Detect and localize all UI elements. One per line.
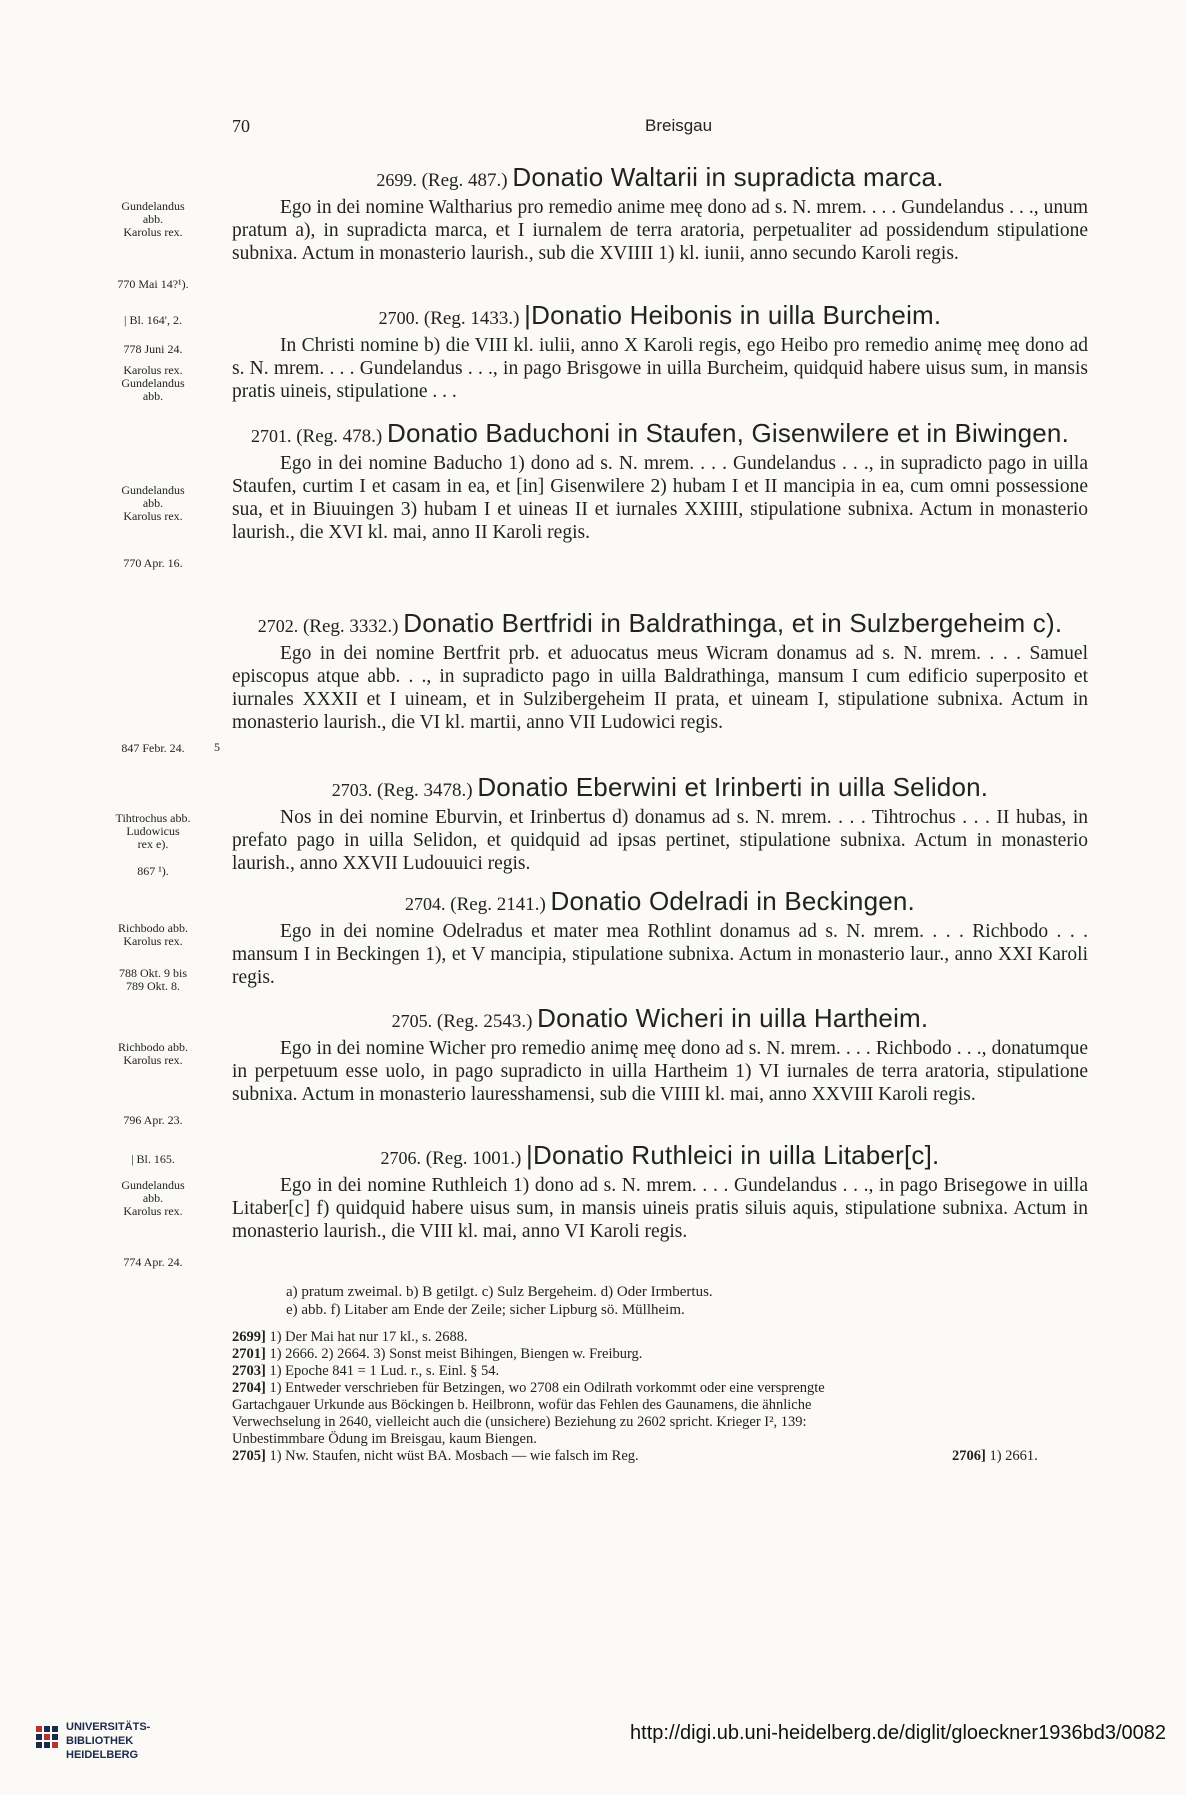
entry-heading [232,886,1088,920]
margin-note [98,484,208,523]
footnote-2706 [952,1448,1038,1465]
entry-reg: (Reg. 2141.) [450,894,546,915]
library-logo [28,1718,178,1778]
footnote-text: 1) Entweder verschrieben für Betzingen, wo 2708 ein Odilrath vorkommt oder eine versprengte [269,1380,825,1396]
entry-number: 2702. [257,616,299,636]
footnote-text: Verwechselung in 2640, vielleicht auch die (unsichere) Beziehung zu 2602 spricht. Krieger I², 139: [232,1414,807,1430]
margin-line: 788 Okt. 9 bis 789 Okt. 8. [118,966,187,993]
entry-body [232,806,1088,875]
logo-text [66,1720,150,1762]
entry-number: 2699. [376,170,417,190]
entry-body [232,920,1088,989]
entry-heading [232,1003,1088,1037]
entry-text: Ego in dei nomine Baducho 1) dono ad s. N. mrem. . . . Gundelandus . . ., in supradicto pago in uilla Staufen, curtim I et casam in ea, et [in] Gisenwilere 2) hubam I et II mancipia in ea, cum omni possessione sua, et in Biuuingen 3) hubam I et uineas II et iurnales XXIIII, stipulatione subnixa. Actum in monasterio laurish., die XVI kl. mai, anno II Karoli regis. [232,453,1088,543]
entry-heading [232,1140,1088,1174]
entry-title: Donatio Waltarii in supradicta marca. [512,162,944,192]
footnote-line [232,1431,1088,1448]
entry-body [232,1174,1088,1243]
entry-2702 [232,608,1088,734]
footnote-text: 1) Der Mai hat nur 17 kl., s. 2688. [269,1329,468,1345]
entry-heading [232,162,1088,196]
margin-note [98,922,208,948]
entry-text: In Christi nomine b) die VIII kl. iulii, anno X Karoli regis, ego Heibo pro remedio animę meę dono ad s. N. mrem. . . . Gundelandus . . ., in pago Brisgowe in uilla Burcheim, quidquid habere uisus sum, in mansis pratis uineis, stipulatione . . . [232,335,1088,402]
entry-text: Ego in dei nomine Waltharius pro remedio anime meę dono ad s. N. mrem. . . . Gundelandus . . ., unum pratum a), in supradicta marca, et I iurnalem de terra aratoria, perpetualiter ad possidendum stipulatione subnixa. Actum in monasterio laurish., sub die XVIIII 1) kl. iunii, anno secundo Karoli regis. [232,197,1088,264]
footnote-ref: 2699] [232,1329,266,1345]
entry-body [232,1037,1088,1106]
line-number: 5 [214,740,220,754]
entry-text: Ego in dei nomine Odelradus et mater mea Rothlint donamus ad s. N. mrem. . . . Richbodo . . . mansum I in Beckingen 1), et V mancipia, stipulatione subnixa. Actum in monasterio laur., anno XXI Karoli regis. [232,921,1088,988]
margin-note [98,364,208,403]
entry-reg: (Reg. 2543.) [436,1011,533,1032]
margin-note [98,278,208,291]
margin-line: Gundelandus abb. Karolus rex. [121,1178,185,1218]
entry-2703 [232,772,1088,875]
source-url[interactable]: http://digi.ub.uni-heidelberg.de/diglit/gloeckner1936bd3/0082 [630,1722,1166,1744]
margin-line: 770 Mai 14?¹). [117,277,189,291]
entry-title: Donatio Baduchoni in Staufen, Gisenwilere et in Biwingen. [386,418,1070,448]
footnote-line: e) abb. f) Litaber am Ende der Zeile; sicher Lipburg sö. Müllheim. [286,1302,685,1318]
margin-note [98,343,208,356]
page-number: 70 [232,116,250,136]
entry-2706 [232,1140,1088,1243]
entry-reg: (Reg. 3332.) [302,616,399,637]
margin-line: 774 Apr. 24. [123,1255,183,1269]
entry-number: 2706. [380,1148,422,1168]
margin-note [98,742,208,755]
footnote-ref: 2706] [952,1448,986,1464]
margin-note [98,1153,208,1166]
entry-body [232,452,1088,544]
entry-number: 2701. [250,426,292,446]
entry-heading [232,418,1088,452]
entry-2704 [232,886,1088,989]
margin-note [98,557,208,570]
footnote-ref: 2703] [232,1363,266,1379]
footnote-text: Gartachgauer Urkunde aus Böckingen b. Heilbronn, wofür das Fehlen des Gaunamens, die ähnliche [232,1397,812,1413]
running-header [0,116,1186,140]
footnote-ref: 2701] [232,1346,266,1362]
entry-title: Donatio Wicheri in uilla Hartheim. [537,1003,929,1033]
margin-line: 867 ¹). [137,864,169,878]
footnotes-letters [286,1283,1086,1319]
entry-title: Donatio Eberwini et Irinberti in uilla Selidon. [477,772,989,802]
logo-line: BIBLIOTHEK [66,1735,134,1747]
entry-title: |Donatio Ruthleici in uilla Litaber[c]. [526,1140,940,1170]
entry-text: Ego in dei nomine Ruthleich 1) dono ad s. N. mrem. . . . Gundelandus . . ., in pago Brisegowe in uilla Litaber[c] f) quidquid habere uisus sum, in mansis uineis pratis siluis aquis, stipulatione subnixa. Actum in monasterio laurish., die VIII kl. mai, anno VI Karoli regis. [232,1175,1088,1242]
margin-line: Gundelandus abb. Karolus rex. [121,483,185,523]
entry-2699 [232,162,1088,265]
entry-reg: (Reg. 3478.) [377,780,473,801]
margin-note [98,200,208,239]
entry-heading [232,608,1088,642]
entry-2700 [232,300,1088,403]
entry-reg: (Reg. 1001.) [425,1148,522,1169]
footnote-ref: 2704] [232,1380,266,1396]
footnote-line [232,1414,1088,1431]
entry-body [232,196,1088,265]
footnote-line: a) pratum zweimal. b) B getilgt. c) Sulz Bergeheim. d) Oder Irmbertus. [286,1284,713,1300]
margin-line: Richbodo abb. Karolus rex. [118,1040,188,1067]
margin-line: | Bl. 164', 2. [124,313,182,327]
entry-2705 [232,1003,1088,1106]
entry-reg: (Reg. 478.) [296,426,383,447]
footnote-text: 1) 2661. [989,1448,1038,1464]
footnote-line [232,1380,1088,1397]
margin-note [98,1179,208,1218]
footnote-line [232,1397,1088,1414]
entry-text: Nos in dei nomine Eburvin, et Irinbertus d) donamus ad s. N. mrem. . . . Tihtrochus . . . II hubas, in prefato pago in uilla Selidon, et quidquid ad ipsas pertinet, stipulatione subnixa. Actum in monasterio laurish., anno XXVII Ludouuici regis. [232,807,1088,874]
footnote-ref: 2705] [232,1448,266,1464]
entry-body [232,642,1088,734]
margin-line: Richbodo abb. Karolus rex. [118,921,188,948]
entry-text: Ego in dei nomine Bertfrit prb. et aduocatus meus Wicram donamus ad s. N. mrem. . . . Samuel episcopus atque abb. . ., in supradicto pago in uilla Baldrathinga, mansum I cum edificio superposito et iurnales XXXII et I uineam, et in Sulzibergeheim II prata, et uineam I, stipulatione subnixa. Actum in monasterio laurish., die VI kl. martii, anno VII Ludowici regis. [232,643,1088,733]
footnote-text: 1) 2666. 2) 2664. 3) Sonst meist Bihingen, Biengen w. Freiburg. [269,1346,643,1362]
margin-line: 847 Febr. 24. [121,741,185,755]
margin-note [98,1041,208,1067]
margin-note [98,812,208,851]
entry-2701 [232,418,1088,544]
margin-line: | Bl. 165. [131,1152,175,1166]
entry-title: |Donatio Heibonis in uilla Burcheim. [524,300,942,330]
footnote-text: 1) Nw. Staufen, nicht wüst BA. Mosbach — wie falsch im Reg. [269,1448,639,1464]
entry-heading [232,300,1088,334]
logo-line: HEIDELBERG [66,1749,139,1761]
entry-reg: (Reg. 1433.) [423,308,520,329]
entry-heading [232,772,1088,806]
margin-note [98,865,208,878]
entry-reg: (Reg. 487.) [421,170,508,191]
entry-number: 2704. [405,894,446,914]
margin-line: Gundelandus abb. Karolus rex. [121,199,185,239]
running-title: Breisgau [645,116,713,135]
margin-note [98,1256,208,1269]
margin-line: Karolus rex. Gundelandus abb. [121,363,185,403]
footnotes-numbered [232,1329,1088,1465]
margin-line: Tihtrochus abb. Ludowicus rex e). [115,811,191,851]
margin-line: 778 Juni 24. [123,342,183,356]
entry-number: 2700. [378,308,420,328]
footnote-text: Unbestimmbare Ödung im Breisgau, kaum Biengen. [232,1431,537,1447]
entry-number: 2703. [331,780,373,800]
entry-text: Ego in dei nomine Wicher pro remedio animę meę dono ad s. N. mrem. . . . Richbodo . . ., donatumque in perpetuum esse uolo, in pago supradicto in uilla Hartheim 1) VI iurnales de terra aratoria, stipulatione subnixa. Actum in monasterio lauresshamensi, sub die VIIII kl. mai, anno XXVIII Karoli regis. [232,1038,1088,1105]
logo-line: UNIVERSITÄTS- [66,1721,151,1733]
margin-line: 770 Apr. 16. [123,556,183,570]
footnote-line [232,1329,1088,1346]
entry-title: Donatio Bertfridi in Baldrathinga, et in Sulzbergeheim c). [403,608,1063,638]
footnote-line [232,1363,1088,1380]
entry-number: 2705. [391,1011,433,1031]
entry-body [232,334,1088,403]
entry-title: Donatio Odelradi in Beckingen. [550,886,915,916]
footnote-line [232,1448,1088,1465]
footnote-line [232,1346,1088,1363]
margin-note [98,967,208,993]
footnote-text: 1) Epoche 841 = 1 Lud. r., s. Einl. § 54. [269,1363,500,1379]
margin-note [98,314,208,327]
margin-note [98,1114,208,1127]
margin-line: 796 Apr. 23. [123,1113,183,1127]
